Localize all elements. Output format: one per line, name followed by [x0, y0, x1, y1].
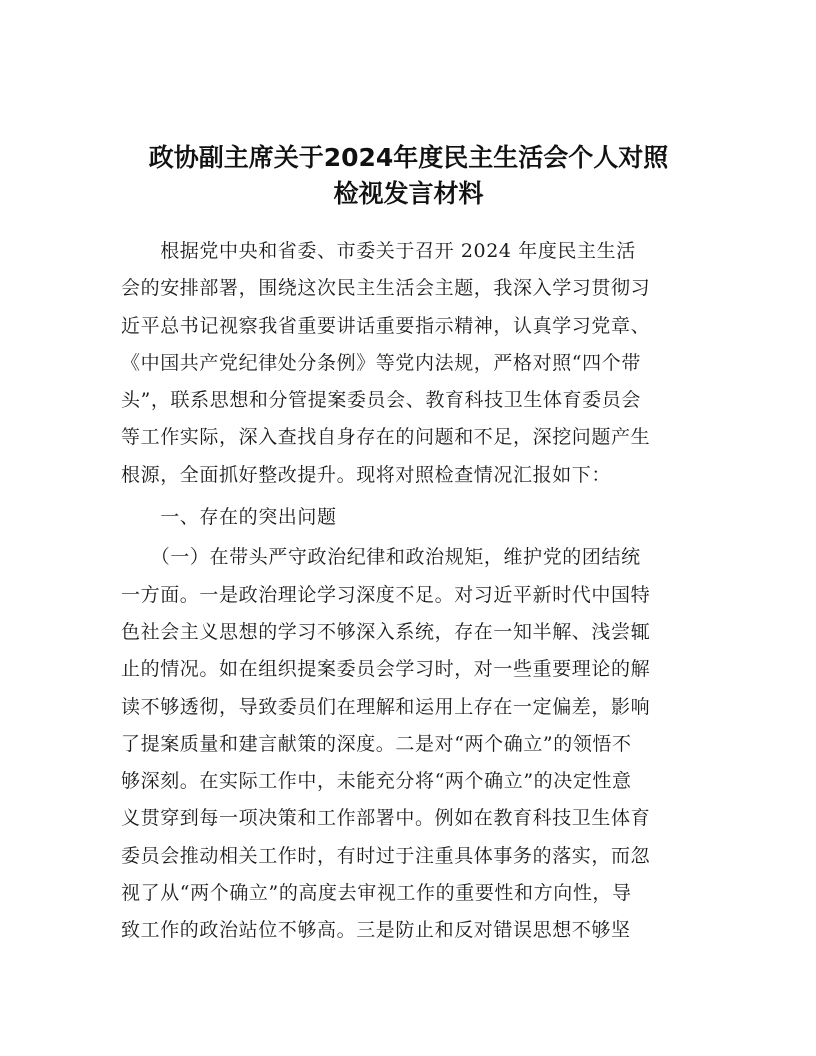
text-line: 会的安排部署，围绕这次民主生活会主题，我深入学习贯彻习: [121, 277, 651, 300]
text-line: 了提案质量和建言献策的深度。二是对“两个确立”的领悟不: [121, 732, 632, 755]
text-line: 色社会主义思想的学习不够深入系统，存在一知半解、浅尝辄: [121, 620, 651, 643]
paragraph-intro: [121, 233, 696, 494]
text-line: 一、存在的突出问题: [121, 506, 337, 529]
section-heading: [121, 499, 696, 536]
text-line: 视了从“两个确立”的高度去审视工作的重要性和方向性，导: [121, 882, 632, 905]
document-title: [121, 140, 696, 212]
text-line: 等工作实际，深入查找自身存在的问题和不足，深挖问题产生: [121, 426, 651, 449]
text-line: 止的情况。如在组织提案委员会学习时，对一些重要理论的解: [121, 658, 651, 681]
text-line: 根据党中央和省委、市委关于召开 2024 年度民主生活: [121, 240, 636, 262]
text-line: 根源，全面抓好整改提升。现将对照检查情况汇报如下：: [121, 463, 612, 486]
text-line: （一）在带头严守政治纪律和政治规矩，维护党的团结统: [121, 546, 641, 569]
text-line: 致工作的政治站位不够高。三是防止和反对错误思想不够坚: [121, 919, 631, 942]
text-line: 《中国共产党纪律处分条例》等党内法规，严格对照“四个带: [121, 351, 641, 374]
title-line: 检视发言材料: [333, 179, 484, 208]
text-line: 义贯穿到每一项决策和工作部署中。例如在教育科技卫生体育: [121, 807, 651, 830]
title-line: 政协副主席关于2024年度民主生活会个人对照: [148, 143, 669, 172]
text-line: 近平总书记视察我省重要讲话重要指示精神，认真学习党章、: [121, 314, 651, 337]
text-line: 够深刻。在实际工作中，未能充分将“两个确立”的决定性意: [121, 770, 632, 793]
paragraph-section-1: [121, 539, 696, 949]
text-line: 委员会推动相关工作时，有时过于注重具体事务的落实，而忽: [121, 844, 651, 867]
text-line: 一方面。一是政治理论学习深度不足。对习近平新时代中国特: [121, 583, 651, 606]
document-body: [121, 233, 696, 950]
text-line: 头”，联系思想和分管提案委员会、教育科技卫生体育委员会: [121, 389, 641, 412]
text-line: 读不够透彻，导致委员们在理解和运用上存在一定偏差，影响: [121, 695, 651, 718]
